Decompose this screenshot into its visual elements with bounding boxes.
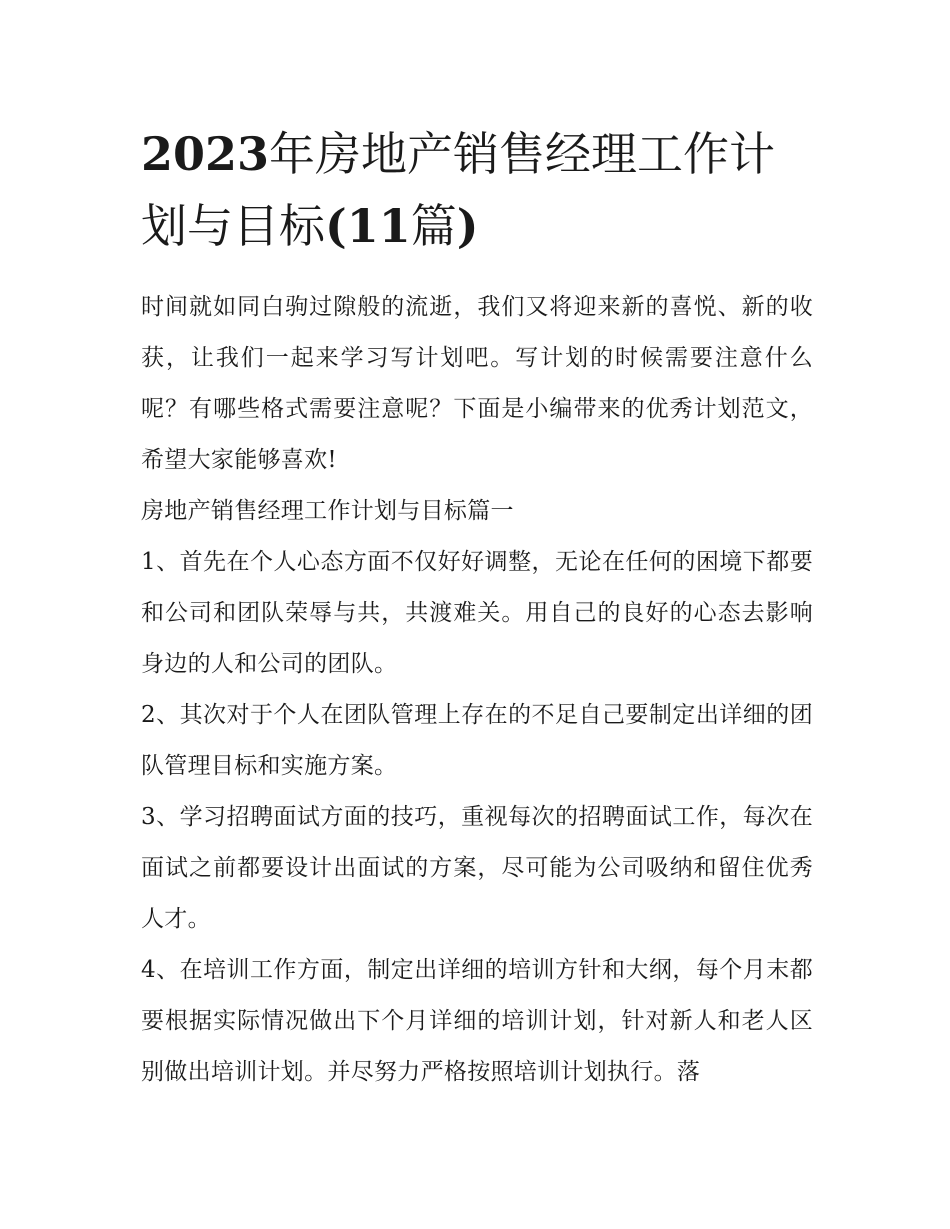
- intro-paragraph: 时间就如同白驹过隙般的流逝，我们又将迎来新的喜悦、新的收获，让我们一起来学习写计划吧。写计划的时候需要注意什么呢？有哪些格式需要注意呢？下面是小编带来的优秀计划范文，希望大家能够喜欢!: [141, 294, 813, 473]
- list-item-1: 1、首先在个人心态方面不仅好好调整，无论在任何的困境下都要和公司和团队荣辱与共，共渡难关。用自己的良好的心态去影响身边的人和公司的团队。: [141, 549, 813, 677]
- document-page: [141, 118, 813, 1098]
- document-title: [141, 118, 813, 262]
- document-title-text: 2023年房地产销售经理工作计划与目标(11篇): [141, 127, 776, 253]
- list-item-2: 2、其次对于个人在团队管理上存在的不足自己要制定出详细的团队管理目标和实施方案。: [141, 702, 813, 779]
- list-item-4: 4、在培训工作方面，制定出详细的培训方针和大纲，每个月末都要根据实际情况做出下个月详细的培训计划，针对新人和老人区别做出培训计划。并尽努力严格按照培训计划执行。落: [141, 957, 813, 1085]
- list-item-3: 3、学习招聘面试方面的技巧，重视每次的招聘面试工作，每次在面试之前都要设计出面试的方案，尽可能为公司吸纳和留住优秀人才。: [141, 804, 813, 932]
- section-heading: 房地产销售经理工作计划与目标篇一: [141, 498, 514, 524]
